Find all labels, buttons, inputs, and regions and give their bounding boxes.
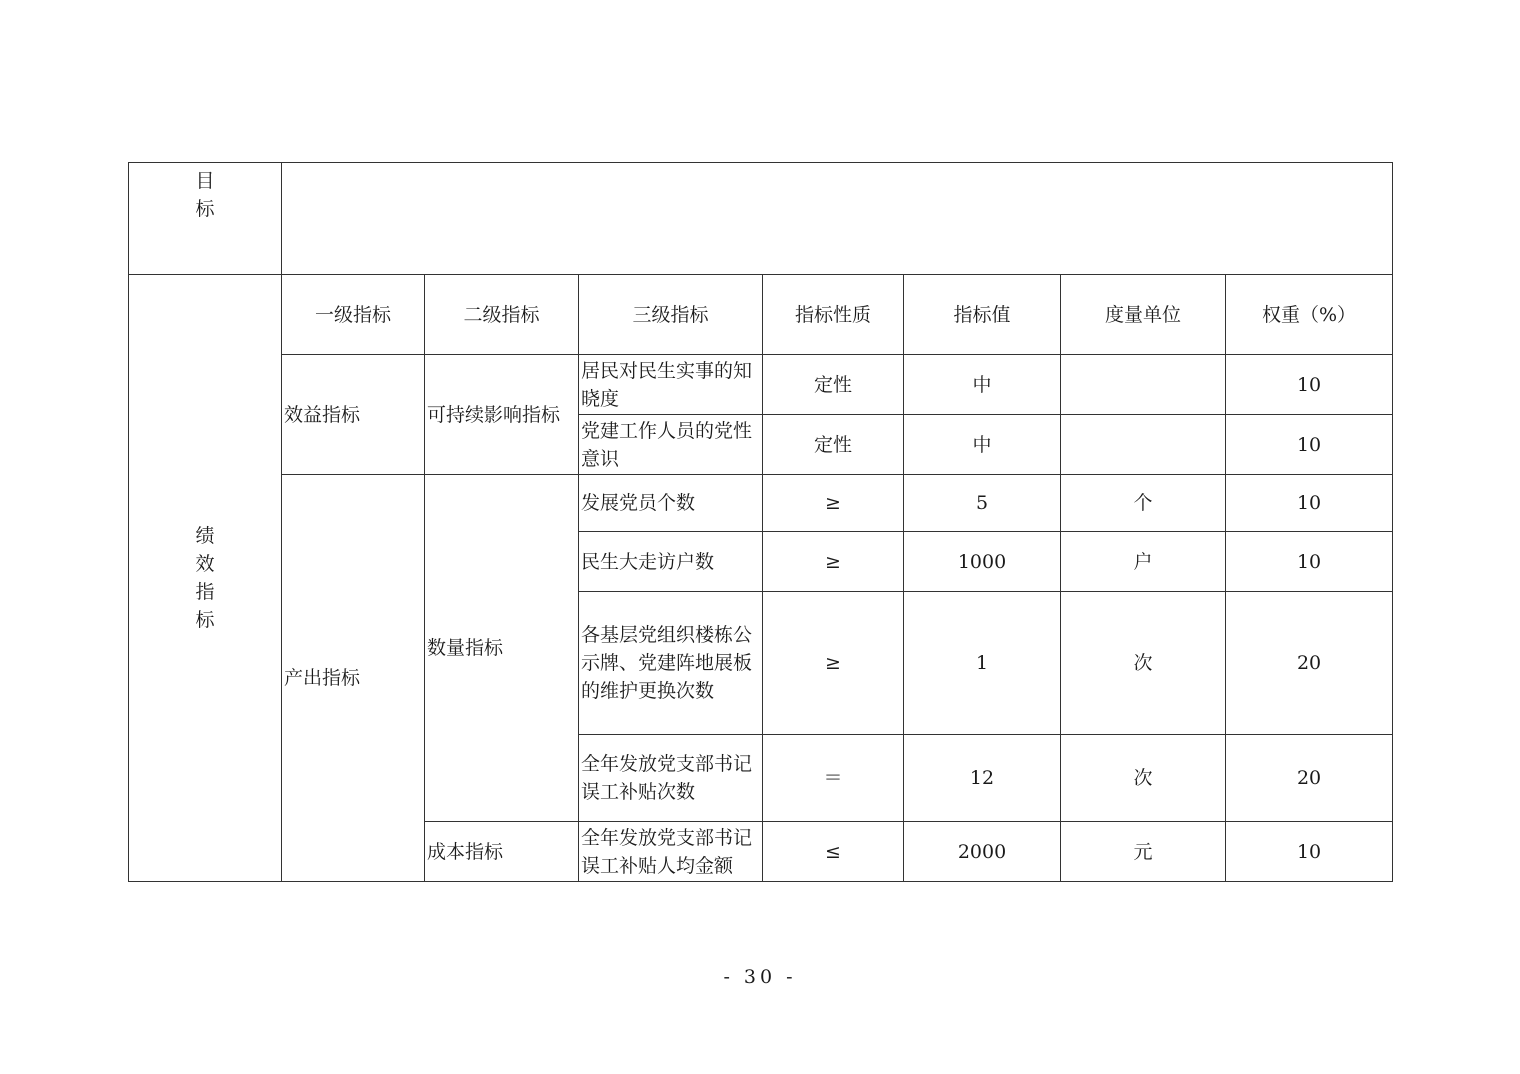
header-unit: 度量单位 [1061,275,1226,355]
unit-cell: 元 [1061,822,1226,882]
goal-content-cell [282,163,1393,275]
value-cell: 中 [904,355,1061,415]
header-level3: 三级指标 [579,275,763,355]
value-cell: 2000 [904,822,1061,882]
level3-cell: 民生大走访户数 [579,532,763,592]
header-value: 指标值 [904,275,1061,355]
weight-cell: 20 [1226,735,1393,822]
goal-label-char: 目 [195,170,215,192]
unit-cell: 户 [1061,532,1226,592]
nature-cell: ≤ [763,822,904,882]
level3-cell: 全年发放党支部书记误工补贴人均金额 [579,822,763,882]
nature-cell: 定性 [763,355,904,415]
weight-cell: 10 [1226,475,1393,532]
benefit-level1-cell: 效益指标 [282,355,425,475]
perf-label-char: 指 [195,581,215,603]
unit-cell [1061,415,1226,475]
weight-cell: 10 [1226,532,1393,592]
value-cell: 5 [904,475,1061,532]
nature-cell: ＝ [763,735,904,822]
output-level1-cell: 产出指标 [282,475,425,882]
level3-cell: 发展党员个数 [579,475,763,532]
goal-row [129,163,1393,275]
performance-table [128,162,1393,882]
unit-cell: 次 [1061,735,1226,822]
header-weight: 权重（%） [1226,275,1393,355]
cost-level2-cell: 成本指标 [425,822,579,882]
value-cell: 中 [904,415,1061,475]
weight-cell: 10 [1226,355,1393,415]
nature-cell: ≥ [763,532,904,592]
nature-cell: 定性 [763,415,904,475]
level3-cell: 居民对民生实事的知晓度 [579,355,763,415]
unit-cell [1061,355,1226,415]
table-row [129,355,1393,415]
unit-cell: 次 [1061,592,1226,735]
goal-label-char: 标 [195,198,215,220]
header-level2: 二级指标 [425,275,579,355]
perf-label-char: 绩 [195,525,215,547]
header-nature: 指标性质 [763,275,904,355]
weight-cell: 10 [1226,822,1393,882]
value-cell: 1000 [904,532,1061,592]
value-cell: 1 [904,592,1061,735]
page-number: - 30 - [723,966,797,988]
level3-cell: 各基层党组织楼栋公示牌、党建阵地展板的维护更换次数 [579,592,763,735]
table-row [129,475,1393,532]
unit-cell: 个 [1061,475,1226,532]
header-row [129,275,1393,355]
nature-cell: ≥ [763,592,904,735]
perf-label-cell [129,275,282,882]
level3-cell: 全年发放党支部书记误工补贴次数 [579,735,763,822]
quantity-level2-cell: 数量指标 [425,475,579,822]
weight-cell: 10 [1226,415,1393,475]
nature-cell: ≥ [763,475,904,532]
perf-label-char: 标 [195,609,215,631]
header-level1: 一级指标 [282,275,425,355]
weight-cell: 20 [1226,592,1393,735]
level3-cell: 党建工作人员的党性意识 [579,415,763,475]
goal-label-cell [129,163,282,275]
value-cell: 12 [904,735,1061,822]
perf-label-char: 效 [195,553,215,575]
benefit-level2-cell: 可持续影响指标 [425,355,579,475]
